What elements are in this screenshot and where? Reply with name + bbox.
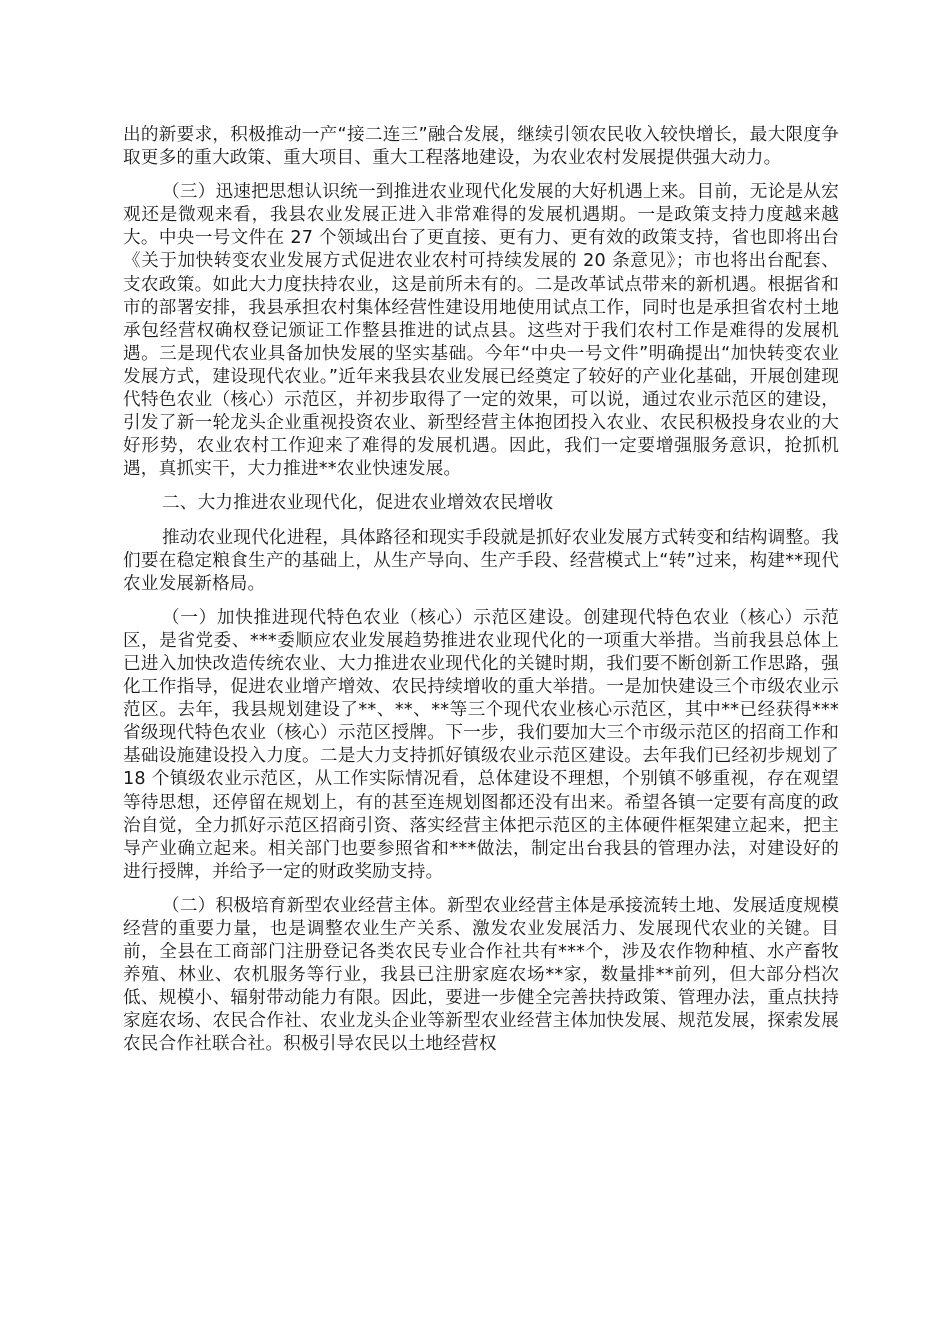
paragraph-subsection-two-new-operators: （二）积极培育新型农业经营主体。新型农业经营主体是承接流转土地、发展适度规模经营的重要力量，也是调整农业生产关系、激发农业发展活力、发展现代农业的关键。目前，全县在工商部门注册登记各类农民专业合作社共有***个，涉及农作物种植、水产畜牧养殖、林业、农机服务等行业，我县已注册家庭农场**家，数量排**前列，但大部分档次低、规模小、辐射带动能力有限。因此，要进一步健全完善扶持政策、管理办法，重点扶持家庭农场、农民合作社、农业龙头企业等新型农业经营主体加快发展、规范发展，探索发展农民合作社联合社。积极引导农民以土地经营权 <box>123 895 839 1055</box>
paragraph-section-three-opportunity: （三）迅速把思想认识统一到推进农业现代化发展的大好机遇上来。目前，无论是从宏观还是微观来看，我县农业发展正进入非常难得的发展机遇期。一是政策支持力度越来越大。中央一号文件在 27 个领域出台了更直接、更有力、更有效的政策支持，省也即将出台《关于加快转变农业发展方式促进农业农村可持续发展的 20 条意见》；市也将出台配套、支农政策。如此大力度扶持农业，这是前所未有的。二是改革试点带来的新机遇。根据省和市的部署安排，我县承担农村集体经营性建设用地使用试点工作，同时也是承担省农村土地承包经营权确权登记颁证工作整县推进的试点县。这些对于我们农村工作是难得的发展机遇。三是现代农业具备加快发展的坚实基础。今年“中央一号文件”明确提出“加快转变农业发展方式，建设现代农业。”近年来我县农业发展已经奠定了较好的产业化基础，开展创建现代特色农业（核心）示范区，并初步取得了一定的效果，可以说，通过农业示范区的建设，引发了新一轮龙头企业重视投资农业、新型经营主体抱团投入农业、农民积极投身农业的大好形势，农业农村工作迎来了难得的发展机遇。因此，我们一定要增强服务意识，抢抓机遇，真抓实干，大力推进**农业快速发展。 <box>123 182 839 480</box>
document-page <box>123 124 839 1057</box>
paragraph-modernization-intro: 推动农业现代化进程，具体路径和现实手段就是抓好农业发展方式转变和结构调整。我们要在稳定粮食生产的基础上，从生产导向、生产手段、经营模式上“转”过来，构建**现代农业发展新格局。 <box>123 527 839 594</box>
paragraph-continuation: 出的新要求，积极推动一产“接二连三”融合发展，继续引领农民收入较快增长，最大限度争取更多的重大政策、重大项目、重大工程落地建设，为农业农村发展提供强大动力。 <box>123 125 839 169</box>
paragraph-subsection-one-demo-zone: （一）加快推进现代特色农业（核心）示范区建设。创建现代特色农业（核心）示范区，是省党委、***委顺应农业发展趋势推进农业现代化的一项重大举措。当前我县总体上已进入加快改造传统农业、大力推进农业现代化的关键时期，我们要不断创新工作思路，强化工作指导，促进农业增产增效、农民持续增收的重大举措。一是加快建设三个市级农业示范区。去年，我县规划建设了**、**、**等三个现代农业核心示范区，其中**已经获得***省级现代特色农业（核心）示范区授牌。下一步，我们要加大三个市级示范区的招商工作和基础设施建设投入力度。二是大力支持抓好镇级农业示范区建设。去年我们已经初步规划了 18 个镇级农业示范区，从工作实际情况看，总体建设不理想，个别镇不够重视，存在观望等待思想，还停留在规划上，有的甚至连规划图都还没有出来。希望各镇一定要有高度的政治自觉，全力抓好示范区招商引资、落实经营主体把示范区的主体硬件框架建立起来，把主导产业确立起来。相关部门也要参照省和***做法，制定出台我县的管理办法，对建设好的进行授牌，并给予一定的财政奖励支持。 <box>123 607 839 882</box>
section-heading-two: 二、大力推进农业现代化，促进农业增效农民增收 <box>162 493 554 514</box>
